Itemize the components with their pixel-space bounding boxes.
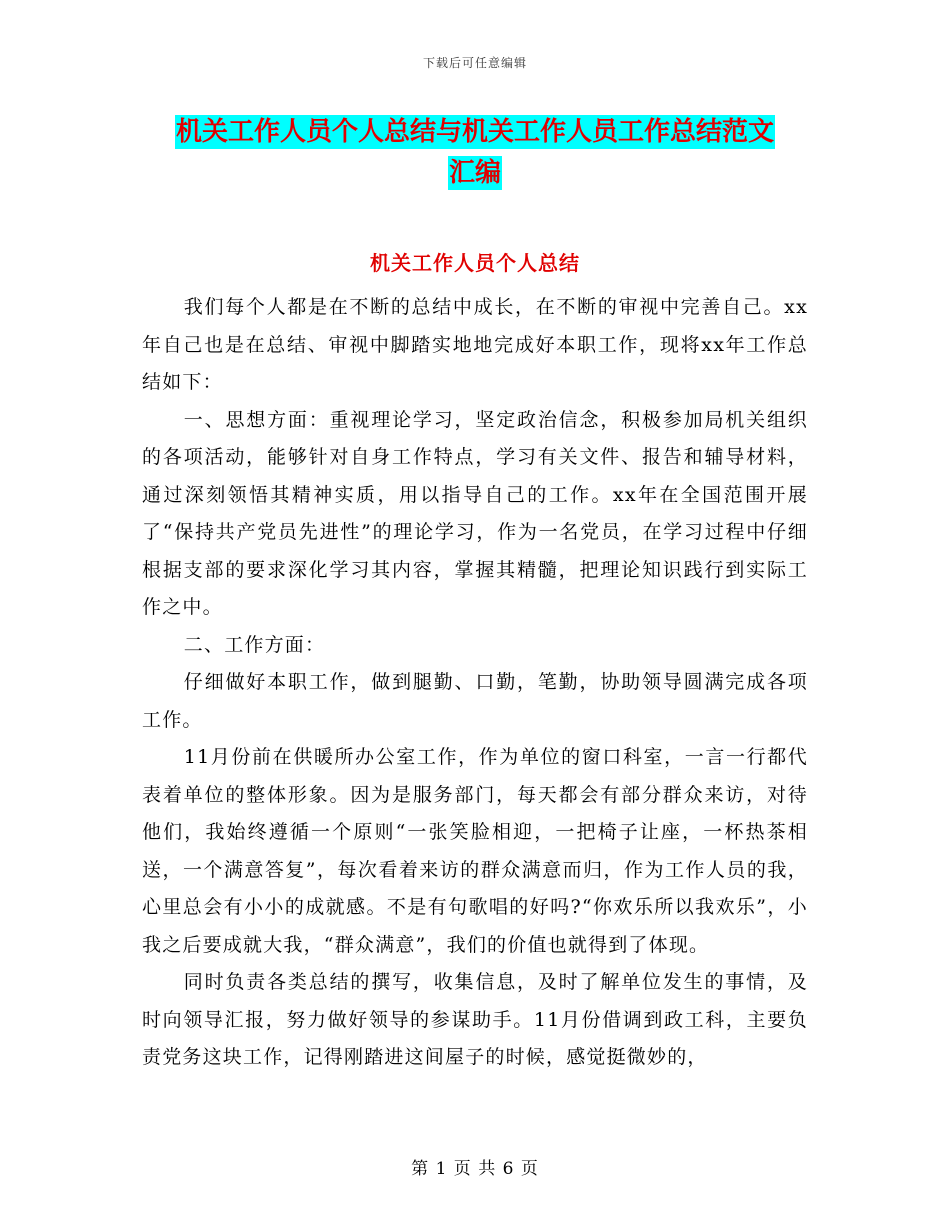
paragraph: 同时负责各类总结的撰写，收集信息，及时了解单位发生的事情，及时向领导汇报，努力做好领导的参谋助手。11月份借调到政工科，主要负责党务这块工作，记得刚踏进这间屋子的时候，感觉挺微妙的， <box>142 971 808 1068</box>
paragraph: 11月份前在供暖所办公室工作，作为单位的窗口科室，一言一行都代表着单位的整体形象。因为是服务部门，每天都会有部分群众来访，对待他们，我始终遵循一个原则“一张笑脸相迎，一把椅子让座，一杯热茶相送，一个满意答复”，每次看着来访的群众满意而归，作为工作人员的我，心里总会有小小的成就感。不是有句歌唱的好吗?“你欢乐所以我欢乐”，小我之后要成就大我，“群众满意”，我们的价值也就得到了体现。 <box>142 746 808 956</box>
paragraph: 二、工作方面： <box>183 633 326 656</box>
main-title-line-2: 汇编 <box>448 158 501 188</box>
main-title-line-1: 机关工作人员个人总结与机关工作人员工作总结范文 <box>175 117 774 147</box>
body-text <box>142 289 808 1077</box>
section-title: 机关工作人员个人总结 <box>370 251 580 275</box>
paragraph: 我们每个人都是在不断的总结中成长，在不断的审视中完善自己。xx年自己也是在总结、审视中脚踏实地地完成好本职工作，现将xx年工作总结如下： <box>142 296 808 393</box>
paragraph: 仔细做好本职工作，做到腿勤、口勤，笔勤，协助领导圆满完成各项工作。 <box>142 671 808 731</box>
main-title <box>130 112 820 194</box>
header-note: 下载后可任意编辑 <box>422 56 527 70</box>
paragraph: 一、思想方面：重视理论学习，坚定政治信念，积极参加局机关组织的各项活动，能够针对自身工作特点，学习有关文件、报告和辅导材料，通过深刻领悟其精神实质，用以指导自己的工作。xx年在全国范围开展了“保持共产党员先进性”的理论学习，作为一名党员，在学习过程中仔细根据支部的要求深化学习其内容，掌握其精髓，把理论知识践行到实际工作之中。 <box>142 408 808 618</box>
page-footer: 第 1 页 共 6 页 <box>411 1159 539 1179</box>
